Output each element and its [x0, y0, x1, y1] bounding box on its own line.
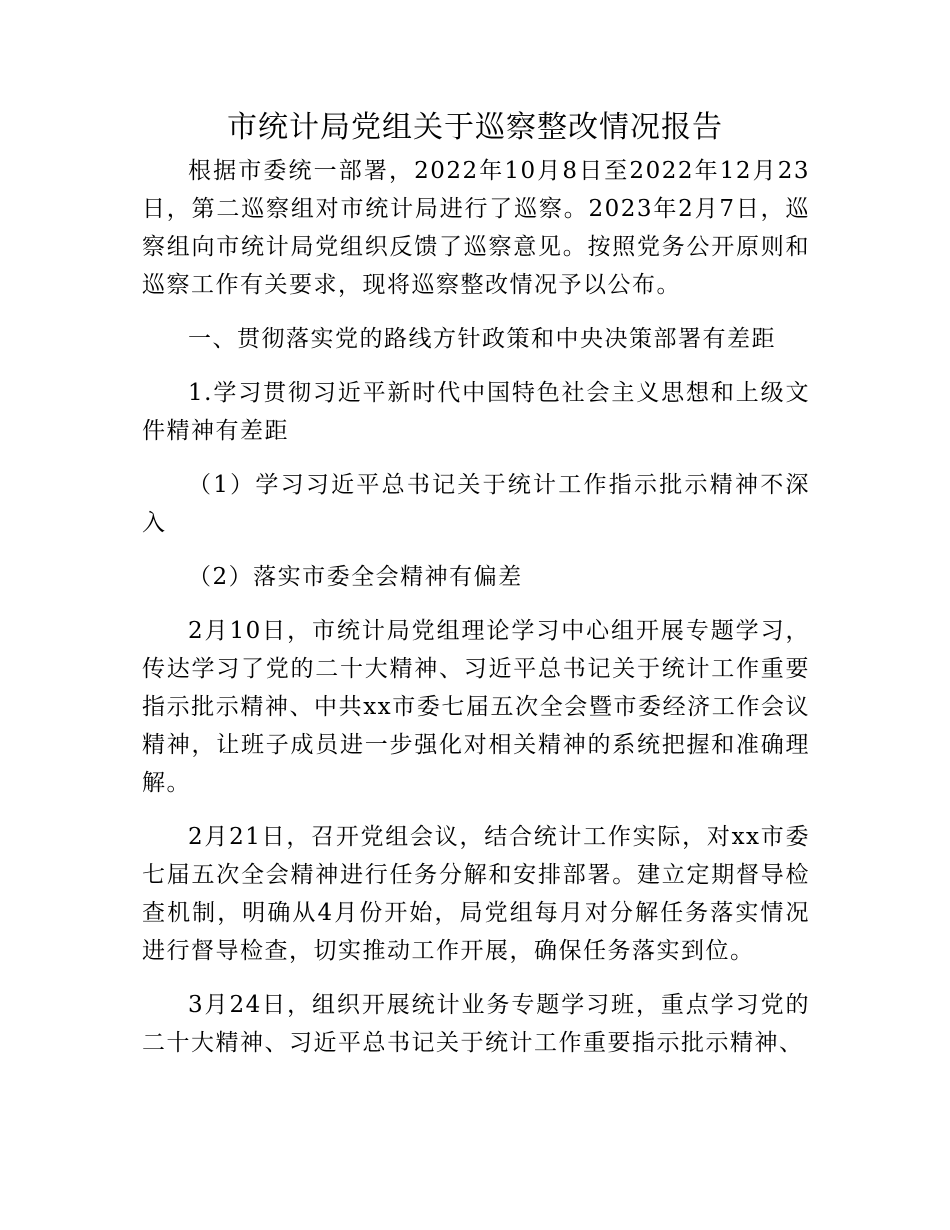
subsection-heading-1: 1.学习贯彻习近平新时代中国特色社会主义思想和上级文件精神有差距 — [142, 380, 810, 444]
paragraph-mar-24: 3月24日，组织开展统计业务专题学习班，重点学习党的二十大精神、习近平总书记关于统计工作重要指示批示精神、 — [142, 992, 810, 1056]
document-body — [142, 152, 810, 1078]
paragraph-feb-21: 2月21日，召开党组会议，结合统计工作实际，对xx市委七届五次全会精神进行任务分解和安排部署。建立定期督导检查机制，明确从4月份开始，局党组每月对分解任务落实情况进行督导检查，切实推动工作开展，确保任务落实到位。 — [142, 824, 810, 964]
item-heading-2: （2）落实市委全会精神有偏差 — [188, 564, 523, 590]
paragraph-feb-10: 2月10日，市统计局党组理论学习中心组开展专题学习，传达学习了党的二十大精神、习近平总书记关于统计工作重要指示批示精神、中共xx市委七届五次全会暨市委经济工作会议精神，让班子成员进一步强化对相关精神的系统把握和准确理解。 — [142, 618, 810, 796]
page-title: 市统计局党组关于巡察整改情况报告 — [227, 110, 723, 145]
paragraph-intro: 根据市委统一部署，2022年10月8日至2022年12月23日，第二巡察组对市统计局进行了巡察。2023年2月7日，巡察组向市统计局党组织反馈了巡察意见。按照党务公开原则和巡察工作有关要求，现将巡察整改情况予以公布。 — [142, 158, 810, 298]
section-heading-1: 一、贯彻落实党的路线方针政策和中央决策部署有差距 — [188, 326, 776, 352]
item-heading-1: （1）学习习近平总书记关于统计工作指示批示精神不深入 — [142, 472, 810, 536]
